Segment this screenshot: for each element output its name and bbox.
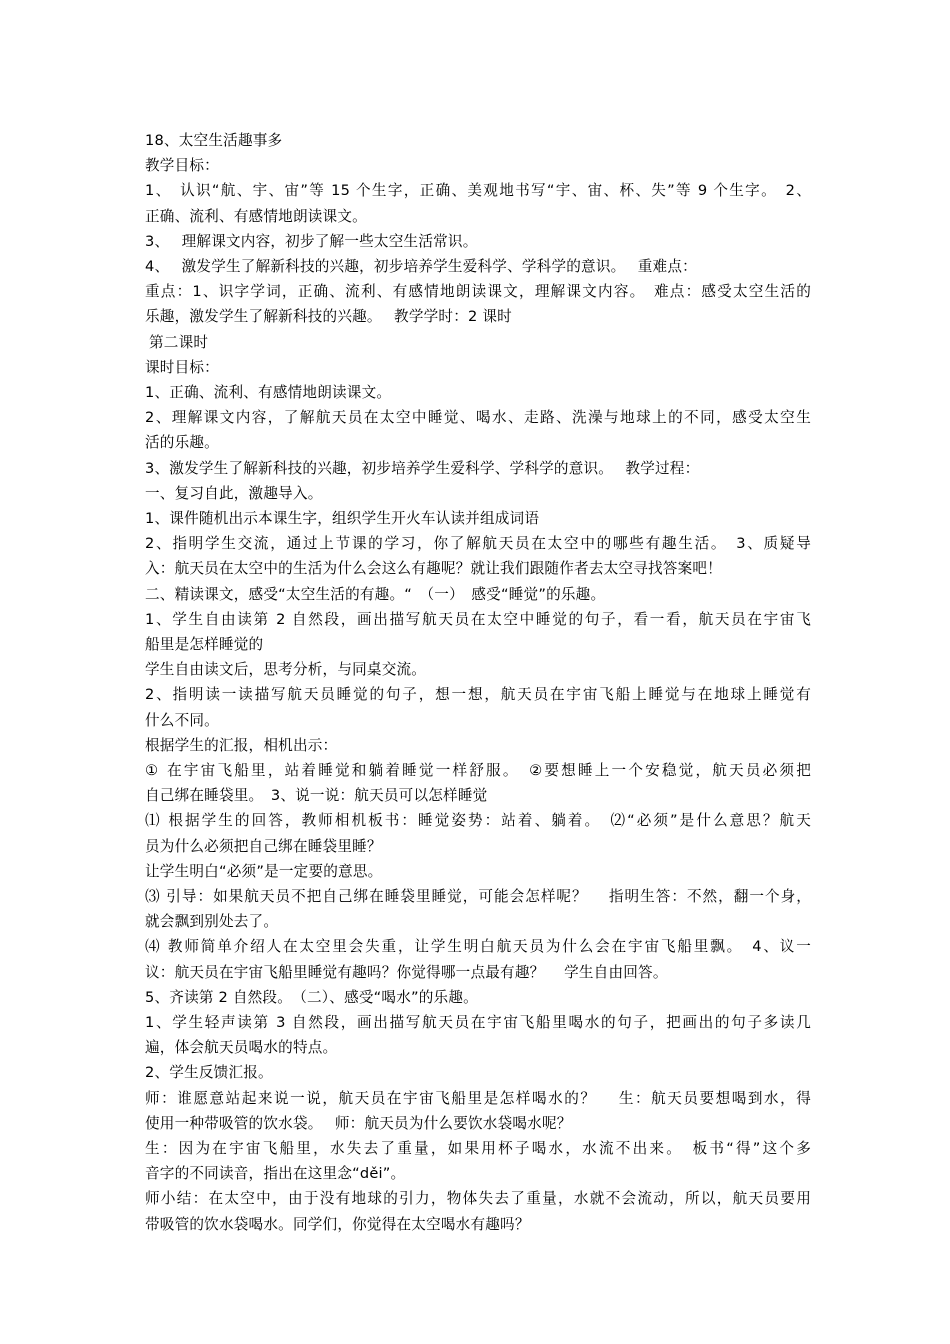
- text-line: 什么不同。: [145, 711, 219, 729]
- text-line: 2、指明读一读描写航天员睡觉的句子，想一想，航天员在宇宙飞船上睡觉与在地球上睡觉有: [145, 686, 811, 704]
- text-line: ① 在宇宙飞船里，站着睡觉和躺着睡觉一样舒服。 ②要想睡上一个安稳觉，航天员必须把: [145, 761, 811, 779]
- text-line: 2、理解课文内容，了解航天员在太空中睡觉、喝水、走路、洗澡与地球上的不同，感受太空生: [145, 409, 811, 427]
- text-line: 学生自由读文后，思考分析，与同桌交流。: [145, 661, 427, 679]
- text-line: 入：航天员在太空中的生活为什么会这么有趣呢？就让我们跟随作者去太空寻找答案吧！: [145, 560, 722, 578]
- text-line: 船里是怎样睡觉的: [145, 635, 264, 653]
- text-line: 3、激发学生了解新科技的兴趣，初步培养学生爱科学、学科学的意识。 教学过程：: [145, 459, 700, 477]
- text-line: 1、 认识“航、宇、宙”等 15 个生字，正确、美观地书写“宇、宙、杯、失”等 9 个生字。 2、: [145, 182, 811, 200]
- text-line: ⑷ 教师简单介绍人在太空里会失重，让学生明白航天员为什么会在宇宙飞船里飘。 4、议一: [145, 938, 811, 956]
- text-line: 重点：1、识字学词，正确、流利、有感情地朗读课文，理解课文内容。 难点：感受太空生活的: [145, 283, 811, 301]
- text-line: 音字的不同读音，指出在这里念“děi”。: [145, 1165, 406, 1183]
- text-line: ⑴ 根据学生的回答，教师相机板书：睡觉姿势：站着、躺着。 ⑵“必须”是什么意思？航天: [145, 812, 811, 830]
- text-line: 使用一种带吸管的饮水袋。 师：航天员为什么要饮水袋喝水呢？: [145, 1114, 572, 1132]
- text-line: ⑶ 引导：如果航天员不把自己绑在睡袋里睡觉，可能会怎样呢？ 指明生答：不然，翻一个身，: [145, 887, 811, 905]
- text-line: 3、 理解课文内容，初步了解一些太空生活常识。: [145, 232, 478, 250]
- text-line: 正确、流利、有感情地朗读课文。: [145, 207, 367, 225]
- text-line: 员为什么必须把自己绑在睡袋里睡？: [145, 837, 382, 855]
- text-line: 二、精读课文，感受“太空生活的有趣。“ （一） 感受“睡觉”的乐趣。: [145, 585, 606, 603]
- text-line: 师小结：在太空中，由于没有地球的引力，物体失去了重量，水就不会流动，所以，航天员要用: [145, 1190, 811, 1208]
- text-line: 一、复习自此，激趣导入。: [145, 484, 323, 502]
- document-body: [145, 128, 811, 1237]
- text-line: 就会飘到别处去了。: [145, 913, 279, 931]
- text-line: 5、齐读第 2 自然段。 （二）、感受“喝水”的乐趣。: [145, 988, 478, 1006]
- text-line: 议：航天员在宇宙飞船里睡觉有趣吗？你觉得哪一点最有趣？ 学生自由回答。: [145, 963, 668, 981]
- lesson-title: 18、太空生活趣事多: [145, 132, 283, 149]
- text-line: 2、学生反馈汇报。: [145, 1064, 273, 1082]
- text-line: 2、指明学生交流，通过上节课的学习，你了解航天员在太空中的哪些有趣生活。 3、质疑导: [145, 535, 811, 553]
- text-line: 1、正确、流利、有感情地朗读课文。: [145, 384, 392, 401]
- text-line: 1、学生轻声读第 3 自然段，画出描写航天员在宇宙飞船里喝水的句子，把画出的句子多读几: [145, 1013, 811, 1031]
- section-heading: 教学目标：: [145, 157, 219, 175]
- text-line: 自己绑在睡袋里。 3、说一说：航天员可以怎样睡觉: [145, 787, 488, 805]
- text-line: 师：谁愿意站起来说一说，航天员在宇宙飞船里是怎样喝水的？ 生：航天员要想喝到水，得: [145, 1089, 811, 1107]
- text-line: 带吸管的饮水袋喝水。同学们，你觉得在太空喝水有趣吗？: [145, 1215, 530, 1233]
- text-line: 1、课件随机出示本课生字，组织学生开火车认读并组成词语: [145, 510, 540, 527]
- text-line: 根据学生的汇报，相机出示：: [145, 736, 338, 754]
- section-heading: 课时目标：: [145, 358, 219, 376]
- text-line: 生：因为在宇宙飞船里，水失去了重量，如果用杯子喝水，水流不出来。 板书“得”这个多: [145, 1139, 811, 1157]
- section-heading: 第二课时: [149, 333, 209, 351]
- text-line: 乐趣，激发学生了解新科技的兴趣。 教学学时：2 课时: [145, 308, 512, 326]
- text-line: 让学生明白“必须”是一定要的意思。: [145, 862, 383, 880]
- text-line: 4、 激发学生了解新科技的兴趣，初步培养学生爱科学、学科学的意识。 重难点：: [145, 258, 697, 275]
- text-line: 遍，体会航天员喝水的特点。: [145, 1039, 338, 1057]
- text-line: 活的乐趣。: [145, 434, 219, 452]
- text-line: 1、学生自由读第 2 自然段，画出描写航天员在太空中睡觉的句子，看一看，航天员在宇宙飞: [145, 610, 811, 628]
